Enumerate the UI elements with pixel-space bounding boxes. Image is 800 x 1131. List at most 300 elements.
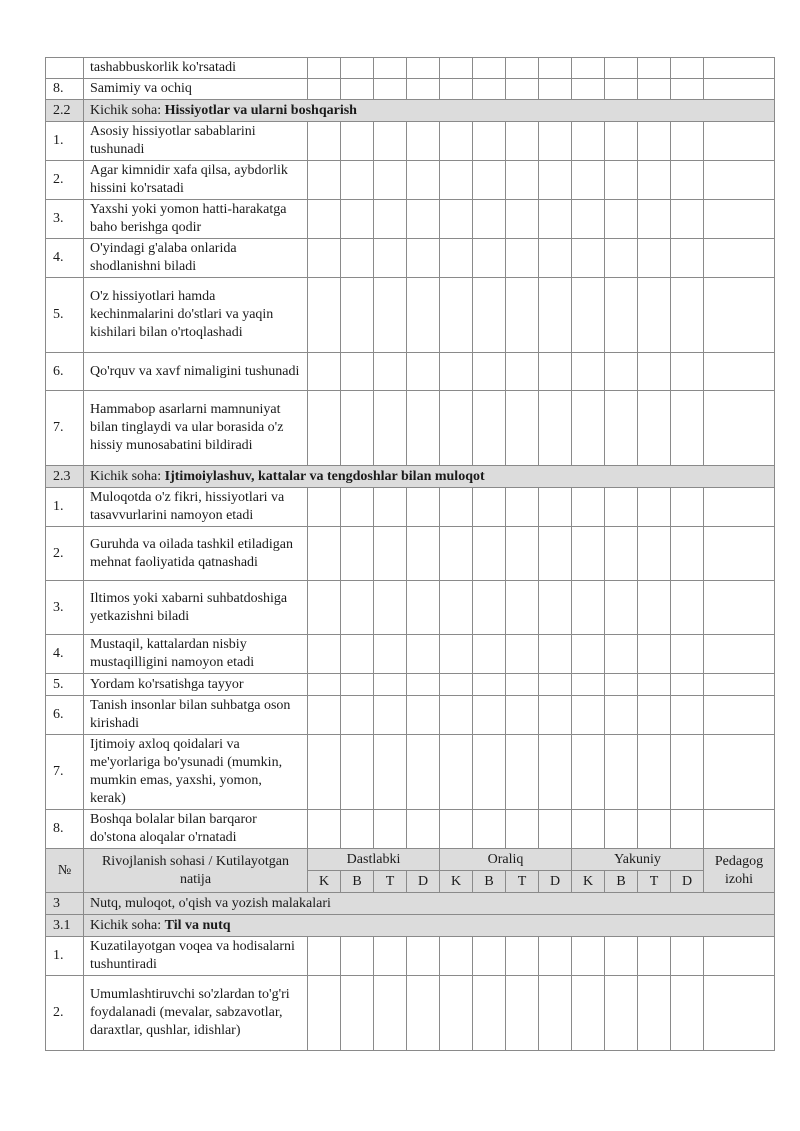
note-cell[interactable] [704, 527, 775, 581]
mark-cell[interactable] [671, 239, 704, 278]
mark-cell[interactable] [539, 674, 572, 696]
mark-cell[interactable] [440, 810, 473, 849]
mark-cell[interactable] [374, 79, 407, 100]
mark-cell[interactable] [506, 58, 539, 79]
section-row [46, 100, 775, 122]
note-cell[interactable] [704, 937, 775, 976]
note-cell[interactable] [704, 635, 775, 674]
mark-cell[interactable] [572, 937, 605, 976]
table-row [46, 488, 775, 527]
mark-cell[interactable] [605, 581, 638, 635]
mark-cell[interactable] [605, 161, 638, 200]
mark-cell[interactable] [440, 200, 473, 239]
mark-cell[interactable] [539, 161, 572, 200]
item-text: tashabbuskorlik ko'rsatadi [84, 58, 308, 79]
mark-cell[interactable] [308, 278, 341, 353]
mark-cell[interactable] [572, 79, 605, 100]
mark-cell[interactable] [374, 674, 407, 696]
mark-cell[interactable] [605, 278, 638, 353]
mark-cell[interactable] [671, 581, 704, 635]
mark-cell[interactable] [308, 696, 341, 735]
mark-cell[interactable] [506, 122, 539, 161]
note-cell[interactable] [704, 278, 775, 353]
row-number: 2. [46, 976, 84, 1051]
mark-cell[interactable] [341, 735, 374, 810]
mark-cell[interactable] [440, 239, 473, 278]
mark-cell[interactable] [440, 674, 473, 696]
mark-cell[interactable] [572, 696, 605, 735]
mark-cell[interactable] [407, 674, 440, 696]
row-number: 4. [46, 635, 84, 674]
table-row [46, 200, 775, 239]
mark-cell[interactable] [473, 810, 506, 849]
mark-cell[interactable] [605, 200, 638, 239]
mark-cell[interactable] [473, 58, 506, 79]
section-title: Til va nutq [164, 917, 231, 933]
section-prefix: Kichik soha: [90, 102, 165, 118]
mark-cell[interactable] [605, 122, 638, 161]
mark-cell[interactable] [572, 278, 605, 353]
mark-cell[interactable] [638, 527, 671, 581]
row-number: 1. [46, 937, 84, 976]
mark-cell[interactable] [572, 239, 605, 278]
mark-cell[interactable] [539, 976, 572, 1051]
mark-cell[interactable] [638, 239, 671, 278]
item-text: Iltimos yoki xabarni suhbatdoshiga yetkazishni biladi [84, 581, 308, 635]
mark-cell[interactable] [638, 122, 671, 161]
mark-cell[interactable] [473, 488, 506, 527]
column-header-area: Rivojlanish sohasi / Kutilayotgan natija [84, 849, 308, 893]
mark-cell[interactable] [506, 674, 539, 696]
mark-cell[interactable] [308, 937, 341, 976]
table-row [46, 735, 775, 810]
mark-cell[interactable] [374, 735, 407, 810]
mark-cell[interactable] [605, 635, 638, 674]
mark-cell[interactable] [638, 735, 671, 810]
mark-cell[interactable] [605, 353, 638, 391]
mark-cell[interactable] [341, 937, 374, 976]
mark-cell[interactable] [341, 58, 374, 79]
mark-cell[interactable] [671, 79, 704, 100]
mark-cell[interactable] [308, 735, 341, 810]
mark-cell[interactable] [407, 527, 440, 581]
mark-cell[interactable] [671, 976, 704, 1051]
mark-cell[interactable] [638, 79, 671, 100]
mark-cell[interactable] [374, 581, 407, 635]
mark-cell[interactable] [539, 58, 572, 79]
mark-cell[interactable] [506, 200, 539, 239]
mark-cell[interactable] [473, 278, 506, 353]
note-cell[interactable] [704, 674, 775, 696]
mark-cell[interactable] [308, 488, 341, 527]
mark-cell[interactable] [308, 200, 341, 239]
row-number: 1. [46, 488, 84, 527]
column-sub-b: B [605, 871, 638, 893]
mark-cell[interactable] [671, 58, 704, 79]
column-sub-k: K [308, 871, 341, 893]
mark-cell[interactable] [374, 696, 407, 735]
mark-cell[interactable] [341, 976, 374, 1051]
mark-cell[interactable] [341, 581, 374, 635]
note-cell[interactable] [704, 58, 775, 79]
section-title: Ijtimoiylashuv, kattalar va tengdoshlar bilan muloqot [164, 468, 485, 484]
mark-cell[interactable] [539, 122, 572, 161]
mark-cell[interactable] [638, 581, 671, 635]
note-cell[interactable] [704, 735, 775, 810]
mark-cell[interactable] [572, 810, 605, 849]
note-cell[interactable] [704, 391, 775, 466]
mark-cell[interactable] [539, 937, 572, 976]
mark-cell[interactable] [671, 635, 704, 674]
mark-cell[interactable] [407, 696, 440, 735]
item-text: Guruhda va oilada tashkil etiladigan mehnat faoliyatida qatnashadi [84, 527, 308, 581]
mark-cell[interactable] [671, 353, 704, 391]
mark-cell[interactable] [407, 353, 440, 391]
item-text: Boshqa bolalar bilan barqaror do'stona aloqalar o'rnatadi [84, 810, 308, 849]
mark-cell[interactable] [407, 976, 440, 1051]
mark-cell[interactable] [407, 278, 440, 353]
table-row [46, 278, 775, 353]
mark-cell[interactable] [473, 122, 506, 161]
mark-cell[interactable] [440, 488, 473, 527]
note-cell[interactable] [704, 353, 775, 391]
mark-cell[interactable] [638, 278, 671, 353]
mark-cell[interactable] [440, 735, 473, 810]
mark-cell[interactable] [506, 161, 539, 200]
mark-cell[interactable] [506, 581, 539, 635]
mark-cell[interactable] [341, 527, 374, 581]
row-number: 4. [46, 239, 84, 278]
mark-cell[interactable] [539, 696, 572, 735]
mark-cell[interactable] [440, 391, 473, 466]
mark-cell[interactable] [407, 810, 440, 849]
mark-cell[interactable] [605, 488, 638, 527]
mark-cell[interactable] [440, 976, 473, 1051]
mark-cell[interactable] [407, 200, 440, 239]
mark-cell[interactable] [374, 122, 407, 161]
mark-cell[interactable] [572, 161, 605, 200]
mark-cell[interactable] [539, 200, 572, 239]
mark-cell[interactable] [506, 937, 539, 976]
mark-cell[interactable] [539, 635, 572, 674]
row-number: 8. [46, 79, 84, 100]
mark-cell[interactable] [407, 488, 440, 527]
mark-cell[interactable] [407, 391, 440, 466]
mark-cell[interactable] [440, 581, 473, 635]
mark-cell[interactable] [374, 353, 407, 391]
mark-cell[interactable] [407, 937, 440, 976]
row-number: 7. [46, 735, 84, 810]
mark-cell[interactable] [440, 635, 473, 674]
mark-cell[interactable] [605, 674, 638, 696]
mark-cell[interactable] [572, 58, 605, 79]
mark-cell[interactable] [605, 391, 638, 466]
mark-cell[interactable] [341, 353, 374, 391]
mark-cell[interactable] [539, 353, 572, 391]
mark-cell[interactable] [671, 810, 704, 849]
mark-cell[interactable] [572, 122, 605, 161]
mark-cell[interactable] [374, 278, 407, 353]
mark-cell[interactable] [473, 581, 506, 635]
note-cell[interactable] [704, 976, 775, 1051]
row-number: 6. [46, 696, 84, 735]
mark-cell[interactable] [605, 79, 638, 100]
mark-cell[interactable] [605, 976, 638, 1051]
item-text: O'z hissiyotlari hamda kechinmalarini do'stlari va yaqin kishilari bilan o'rtoqlashadi [84, 278, 308, 353]
mark-cell[interactable] [671, 278, 704, 353]
mark-cell[interactable] [671, 161, 704, 200]
mark-cell[interactable] [473, 674, 506, 696]
mark-cell[interactable] [473, 353, 506, 391]
mark-cell[interactable] [407, 581, 440, 635]
mark-cell[interactable] [638, 200, 671, 239]
table-row [46, 58, 775, 79]
mark-cell[interactable] [308, 79, 341, 100]
item-text: Asosiy hissiyotlar sabablarini tushunadi [84, 122, 308, 161]
section-title-cell: Nutq, muloqot, o'qish va yozish malakalari [84, 893, 775, 915]
mark-cell[interactable] [506, 976, 539, 1051]
mark-cell[interactable] [539, 239, 572, 278]
mark-cell[interactable] [638, 635, 671, 674]
mark-cell[interactable] [374, 239, 407, 278]
mark-cell[interactable] [308, 239, 341, 278]
section-prefix: Kichik soha: [90, 917, 165, 933]
row-number: 7. [46, 391, 84, 466]
mark-cell[interactable] [506, 527, 539, 581]
mark-cell[interactable] [605, 810, 638, 849]
mark-cell[interactable] [341, 635, 374, 674]
mark-cell[interactable] [605, 58, 638, 79]
row-number: 3.1 [46, 915, 84, 937]
section-title: Hissiyotlar va ularni boshqarish [164, 102, 357, 118]
note-cell[interactable] [704, 122, 775, 161]
item-text: Tanish insonlar bilan suhbatga oson kirishadi [84, 696, 308, 735]
column-sub-k: K [572, 871, 605, 893]
mark-cell[interactable] [407, 58, 440, 79]
note-cell[interactable] [704, 200, 775, 239]
mark-cell[interactable] [374, 200, 407, 239]
mark-cell[interactable] [638, 976, 671, 1051]
mark-cell[interactable] [506, 735, 539, 810]
mark-cell[interactable] [308, 674, 341, 696]
mark-cell[interactable] [671, 391, 704, 466]
mark-cell[interactable] [473, 735, 506, 810]
mark-cell[interactable] [341, 696, 374, 735]
mark-cell[interactable] [605, 937, 638, 976]
mark-cell[interactable] [341, 391, 374, 466]
row-number: 2. [46, 527, 84, 581]
mark-cell[interactable] [341, 810, 374, 849]
column-sub-b: B [341, 871, 374, 893]
mark-cell[interactable] [671, 735, 704, 810]
mark-cell[interactable] [572, 527, 605, 581]
mark-cell[interactable] [605, 239, 638, 278]
note-cell[interactable] [704, 581, 775, 635]
mark-cell[interactable] [308, 976, 341, 1051]
section-row [46, 893, 775, 915]
mark-cell[interactable] [506, 239, 539, 278]
mark-cell[interactable] [374, 635, 407, 674]
mark-cell[interactable] [374, 527, 407, 581]
mark-cell[interactable] [407, 161, 440, 200]
mark-cell[interactable] [473, 635, 506, 674]
mark-cell[interactable] [407, 79, 440, 100]
table-row [46, 391, 775, 466]
mark-cell[interactable] [407, 239, 440, 278]
mark-cell[interactable] [638, 58, 671, 79]
table-row [46, 976, 775, 1051]
mark-cell[interactable] [374, 391, 407, 466]
mark-cell[interactable] [473, 391, 506, 466]
row-number: 3 [46, 893, 84, 915]
mark-cell[interactable] [638, 353, 671, 391]
mark-cell[interactable] [539, 278, 572, 353]
mark-cell[interactable] [440, 161, 473, 200]
mark-cell[interactable] [539, 735, 572, 810]
mark-cell[interactable] [539, 810, 572, 849]
mark-cell[interactable] [308, 122, 341, 161]
mark-cell[interactable] [572, 976, 605, 1051]
mark-cell[interactable] [440, 278, 473, 353]
mark-cell[interactable] [308, 810, 341, 849]
mark-cell[interactable] [671, 674, 704, 696]
mark-cell[interactable] [374, 58, 407, 79]
mark-cell[interactable] [572, 353, 605, 391]
mark-cell[interactable] [440, 58, 473, 79]
mark-cell[interactable] [506, 635, 539, 674]
mark-cell[interactable] [440, 353, 473, 391]
mark-cell[interactable] [539, 581, 572, 635]
assessment-table [45, 57, 775, 1051]
note-cell[interactable] [704, 161, 775, 200]
mark-cell[interactable] [473, 976, 506, 1051]
mark-cell[interactable] [473, 200, 506, 239]
table-row [46, 79, 775, 100]
mark-cell[interactable] [506, 696, 539, 735]
mark-cell[interactable] [308, 58, 341, 79]
note-cell[interactable] [704, 696, 775, 735]
mark-cell[interactable] [506, 810, 539, 849]
mark-cell[interactable] [638, 161, 671, 200]
mark-cell[interactable] [473, 937, 506, 976]
mark-cell[interactable] [407, 635, 440, 674]
mark-cell[interactable] [440, 696, 473, 735]
mark-cell[interactable] [374, 488, 407, 527]
mark-cell[interactable] [506, 79, 539, 100]
row-number: 2.3 [46, 466, 84, 488]
mark-cell[interactable] [341, 79, 374, 100]
mark-cell[interactable] [341, 674, 374, 696]
mark-cell[interactable] [341, 278, 374, 353]
mark-cell[interactable] [638, 488, 671, 527]
mark-cell[interactable] [374, 810, 407, 849]
mark-cell[interactable] [572, 200, 605, 239]
mark-cell[interactable] [539, 79, 572, 100]
mark-cell[interactable] [638, 696, 671, 735]
mark-cell[interactable] [671, 488, 704, 527]
mark-cell[interactable] [473, 239, 506, 278]
mark-cell[interactable] [572, 581, 605, 635]
mark-cell[interactable] [605, 527, 638, 581]
item-text: Qo'rquv va xavf nimaligini tushunadi [84, 353, 308, 391]
mark-cell[interactable] [407, 735, 440, 810]
column-header-row [46, 849, 775, 871]
mark-cell[interactable] [473, 79, 506, 100]
mark-cell[interactable] [671, 696, 704, 735]
mark-cell[interactable] [506, 488, 539, 527]
mark-cell[interactable] [341, 122, 374, 161]
mark-cell[interactable] [605, 696, 638, 735]
mark-cell[interactable] [572, 735, 605, 810]
mark-cell[interactable] [572, 635, 605, 674]
mark-cell[interactable] [440, 527, 473, 581]
mark-cell[interactable] [308, 635, 341, 674]
mark-cell[interactable] [308, 353, 341, 391]
column-sub-d: D [539, 871, 572, 893]
note-cell[interactable] [704, 239, 775, 278]
mark-cell[interactable] [572, 674, 605, 696]
table-row [46, 353, 775, 391]
mark-cell[interactable] [506, 391, 539, 466]
mark-cell[interactable] [308, 581, 341, 635]
row-number: 3. [46, 200, 84, 239]
mark-cell[interactable] [671, 200, 704, 239]
mark-cell[interactable] [308, 161, 341, 200]
note-cell[interactable] [704, 810, 775, 849]
mark-cell[interactable] [605, 735, 638, 810]
mark-cell[interactable] [506, 278, 539, 353]
mark-cell[interactable] [308, 527, 341, 581]
mark-cell[interactable] [638, 810, 671, 849]
mark-cell[interactable] [671, 122, 704, 161]
mark-cell[interactable] [374, 976, 407, 1051]
mark-cell[interactable] [539, 391, 572, 466]
table-row [46, 581, 775, 635]
mark-cell[interactable] [671, 937, 704, 976]
mark-cell[interactable] [440, 79, 473, 100]
mark-cell[interactable] [341, 161, 374, 200]
mark-cell[interactable] [341, 239, 374, 278]
mark-cell[interactable] [374, 937, 407, 976]
mark-cell[interactable] [473, 696, 506, 735]
mark-cell[interactable] [440, 937, 473, 976]
column-sub-d: D [407, 871, 440, 893]
mark-cell[interactable] [572, 488, 605, 527]
mark-cell[interactable] [341, 200, 374, 239]
mark-cell[interactable] [440, 122, 473, 161]
mark-cell[interactable] [407, 122, 440, 161]
mark-cell[interactable] [638, 937, 671, 976]
note-cell[interactable] [704, 79, 775, 100]
column-group-oraliq: Oraliq [440, 849, 572, 871]
note-cell[interactable] [704, 488, 775, 527]
section-title-cell [84, 915, 775, 937]
mark-cell[interactable] [308, 391, 341, 466]
column-sub-t: T [638, 871, 671, 893]
mark-cell[interactable] [506, 353, 539, 391]
mark-cell[interactable] [539, 527, 572, 581]
mark-cell[interactable] [374, 161, 407, 200]
mark-cell[interactable] [473, 527, 506, 581]
mark-cell[interactable] [572, 391, 605, 466]
mark-cell[interactable] [638, 391, 671, 466]
mark-cell[interactable] [341, 488, 374, 527]
mark-cell[interactable] [638, 674, 671, 696]
mark-cell[interactable] [473, 161, 506, 200]
mark-cell[interactable] [539, 488, 572, 527]
mark-cell[interactable] [671, 527, 704, 581]
row-number: 1. [46, 122, 84, 161]
